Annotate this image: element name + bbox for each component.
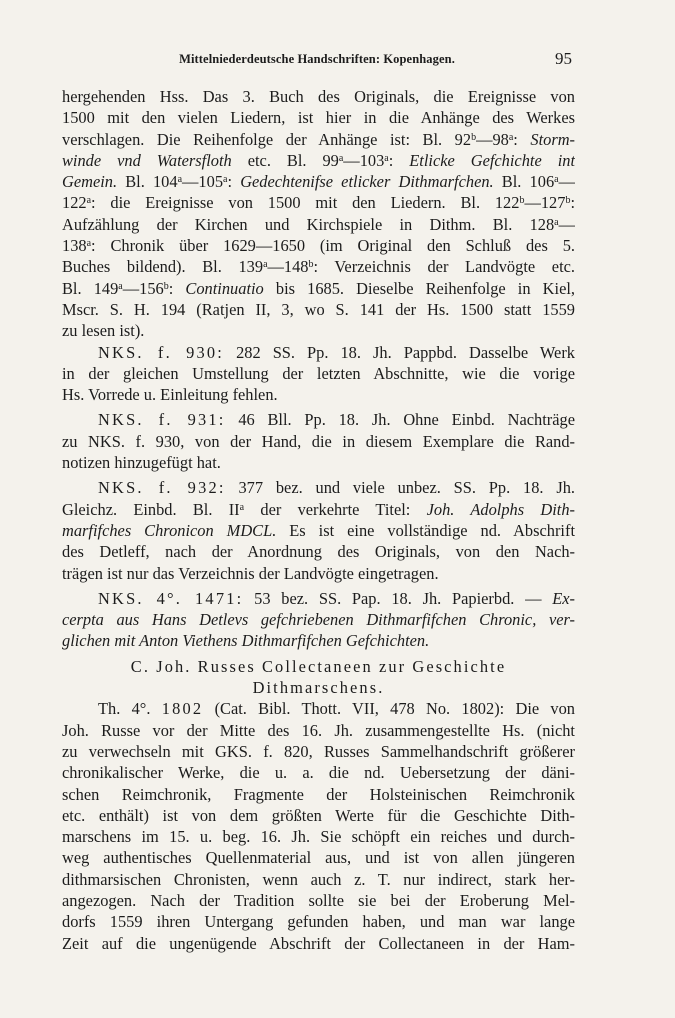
superscript: b: [163, 280, 169, 292]
text-line: hergehenden Hss. Das 3. Buch des Originals, die Ereignisse von: [62, 87, 575, 106]
superscript: a: [508, 131, 514, 143]
italic-text: Continuatio: [185, 278, 264, 298]
spaced-text: NKS. 4°. 1471:: [98, 588, 244, 608]
text-line: etc. enthält) ist von dem größten Werte für die Geschichte Dith-: [62, 805, 575, 825]
text-line: Gemein. Bl. 104$^a$—105$^a$: Gedechtenifse etlicker Dithmarfchen. Bl. 106$^a$—: [62, 172, 575, 192]
superscript: a: [86, 195, 92, 207]
superscript: a: [177, 174, 183, 186]
italic-text: Etlicke Gefchichte int: [409, 150, 575, 170]
text-line: Bl. 149$^a$—156$^b$: Continuatio bis 1685. Dieselbe Reihenfolge in Kiel,: [62, 278, 575, 298]
italic-text: glichen mit Anton Viethens Dithmarfifchen Gefchichten.: [62, 631, 430, 651]
italic-text: winde vnd Watersfloth: [62, 150, 232, 170]
superscript: b: [519, 195, 525, 207]
spaced-text: 1802: [161, 699, 204, 719]
text-line: trägen ist nur das Verzeichnis der Landvögte eingetragen.: [62, 563, 439, 583]
superscript: a: [118, 280, 123, 292]
text-line: marfifches Chronicon MDCL. Es ist eine vollständige nd. Abschrift: [62, 520, 575, 540]
italic-text: ver-: [548, 610, 575, 630]
superscript: b: [565, 195, 571, 207]
superscript: a: [554, 174, 559, 186]
text-line: zu verwechseln mit GKS. f. 820, Russes Sammelhandschrift größerer: [62, 741, 575, 761]
superscript: a: [86, 238, 92, 250]
running-title: Mittelniederdeutsche Handschriften: Kopenhagen.: [179, 52, 455, 66]
italic-text: marfifches Chronicon MDCL.: [62, 520, 277, 540]
page-number: 95: [555, 49, 572, 68]
text-line: Zeit auf die ungenügende Abschrift der Collectaneen in der Ham-: [62, 933, 575, 953]
text-line: angezogen. Nach der Tradition sollte sie bei der Eroberung Mel-: [62, 890, 575, 910]
text-line: in der gleichen Umstellung der letzten Abschnitte, wie die vorige: [62, 363, 575, 383]
section-heading: [62, 677, 575, 698]
text-line: marschens im 15. u. beg. 16. Jh. Sie schöpft ein reiches und durch-: [62, 827, 575, 847]
text-line: zu NKS. f. 930, von der Hand, die in diesem Exemplare die Rand-: [62, 431, 575, 451]
text-line: notizen hinzugefügt hat.: [62, 453, 221, 473]
text-line: Buches bildend). Bl. 139$^a$—148$^b$: Verzeichnis der Landvögte etc.: [62, 257, 575, 277]
italic-text: Gemein.: [62, 172, 118, 192]
superscript: a: [384, 152, 389, 164]
text-line: weg authentisches Quellenmaterial aus, und ist von allen jüngeren: [62, 848, 575, 868]
text-line: 138$^a$: Chronik über 1629—1650 (im Original den Schluß des 5.: [62, 236, 575, 256]
superscript: b: [471, 131, 477, 143]
spaced-text: NKS. f. 931:: [98, 410, 226, 430]
section-heading: [62, 656, 575, 677]
body-text: [62, 86, 575, 954]
superscript: a: [239, 501, 245, 513]
spaced-text: NKS. f. 930:: [98, 342, 225, 362]
superscript: b: [308, 259, 314, 271]
section-title: C. Joh. Russes Collectaneen zur Geschichte: [130, 656, 507, 676]
superscript: a: [263, 259, 268, 271]
text-line: schen Reimchronik, Fragmente der Holsteinischen Reimchronik: [62, 784, 575, 804]
text-line: Aufzählung der Kirchen und Kirchspiele in Dithm. Bl. 128$^a$—: [62, 214, 575, 234]
italic-text: Storm-: [530, 129, 575, 149]
text-line: des Detleff, nach der Anordnung des Originals, von den Nach-: [62, 542, 575, 562]
text-line: chronikalischer Werke, die u. a. die nd. Uebersetzung der däni-: [62, 763, 575, 783]
italic-text: Ex-: [552, 588, 575, 608]
spaced-text: NKS. f. 932:: [98, 478, 226, 498]
text-line: NKS. 4°. 1471: 53 bez. SS. Pap. 18. Jh. Papierbd. — Ex-: [98, 588, 575, 608]
text-line: winde vnd Watersfloth etc. Bl. 99$^a$—103$^a$: Etlicke Gefchichte int: [62, 150, 575, 170]
superscript: a: [338, 152, 344, 164]
text-line: NKS. f. 931: 46 Bll. Pp. 18. Jh. Ohne Einbd. Nachträge: [98, 410, 575, 430]
text-line: Gleichz. Einbd. Bl. $II^a$ der verkehrte Titel: Joh. Adolphs Dith-: [62, 499, 575, 519]
text-line: [62, 609, 575, 630]
text-line: verschlagen. Die Reihenfolge der Anhänge ist: Bl. 92$^b$—98$^a$: Storm-: [62, 129, 575, 149]
text-line: 122$^a$: die Ereignisse von 1500 mit den Liedern. Bl. 122$^b$—127$^b$:: [62, 193, 575, 213]
text-line: Hs. Vorrede u. Einleitung fehlen.: [62, 385, 278, 405]
text-line: Mscr. S. H. 194 (Ratjen II, 3, wo S. 141 der Hs. 1500 statt 1559: [62, 299, 575, 319]
text-line: [62, 630, 575, 651]
page-header: [62, 49, 572, 75]
text-line: dithmarsischen Chronisten, wenn auch z. T. nur indirect, stark her-: [62, 869, 575, 889]
text-line: NKS. f. 932: 377 bez. und viele unbez. SS. Pp. 18. Jh.: [98, 478, 575, 498]
italic-text: Joh. Adolphs Dith-: [426, 499, 575, 519]
text-line: Joh. Russe vor der Mitte des 16. Jh. zusammengestellte Hs. (nicht: [62, 720, 575, 740]
text-line: 1500 mit den vielen Liedern, ist hier in die Anhänge des Werkes: [62, 108, 575, 128]
section-title: Dithmarschens.: [252, 678, 385, 698]
text-line: Th. 4°. 1802 (Cat. Bibl. Thott. VII, 478 No. 1802): Die von: [98, 699, 575, 719]
superscript: a: [554, 216, 559, 228]
text-line: zu lesen ist).: [62, 321, 145, 341]
superscript: a: [223, 174, 228, 186]
italic-text: Gedechtenifse etlicker Dithmarfchen.: [240, 172, 494, 192]
italic-text: cerpta aus Hans Detlevs gefchriebenen Dithmarfifchen Chronic,: [62, 610, 537, 630]
text-line: dorfs 1559 ihren Untergang gefunden haben, und man war lange: [62, 912, 575, 932]
text-line: NKS. f. 930: 282 SS. Pp. 18. Jh. Pappbd. Dasselbe Werk: [98, 342, 575, 362]
